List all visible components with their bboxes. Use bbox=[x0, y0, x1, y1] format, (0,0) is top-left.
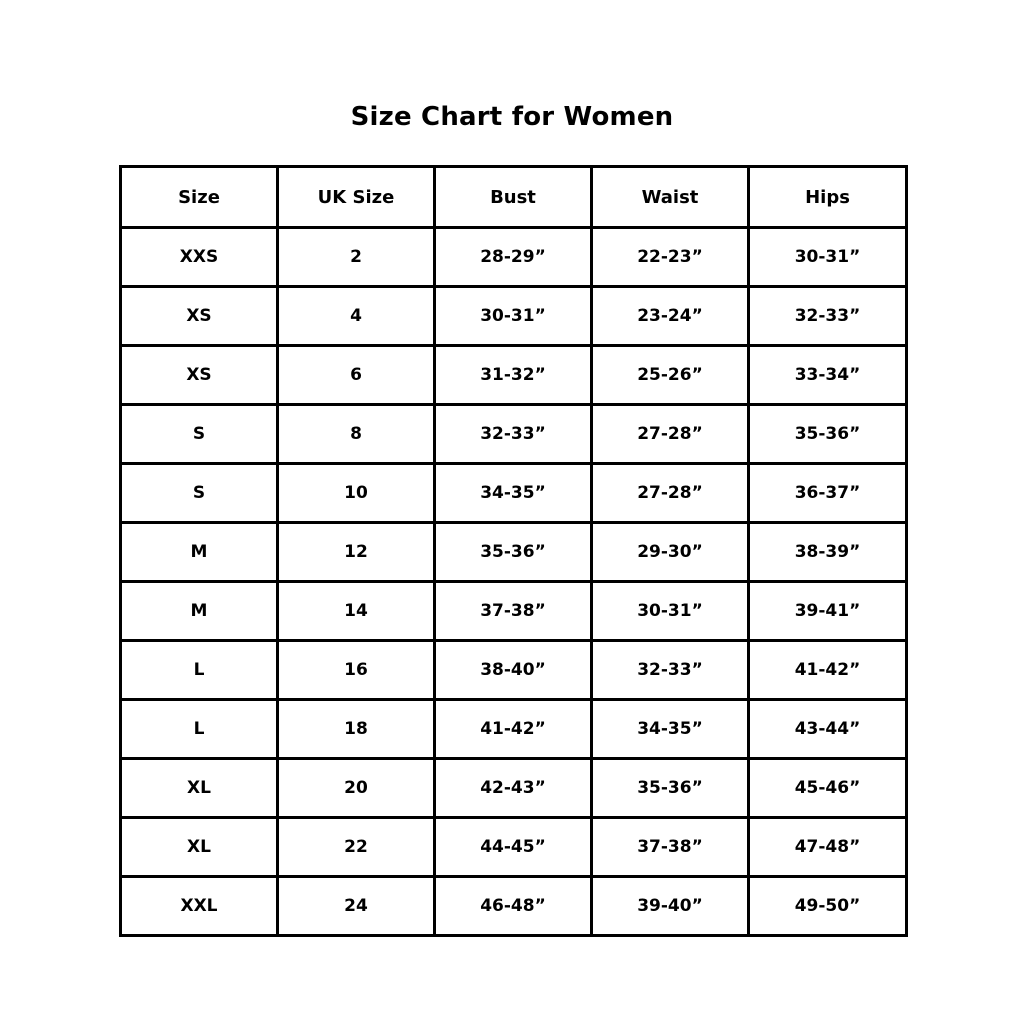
cell-size: XS bbox=[121, 287, 278, 346]
cell-hips: 47-48” bbox=[749, 818, 907, 877]
cell-size: L bbox=[121, 641, 278, 700]
cell-bust: 35-36” bbox=[435, 523, 592, 582]
table-row bbox=[121, 346, 907, 405]
cell-waist: 22-23” bbox=[592, 228, 749, 287]
table-header bbox=[121, 167, 907, 228]
cell-size: S bbox=[121, 464, 278, 523]
cell-hips: 39-41” bbox=[749, 582, 907, 641]
cell-bust: 42-43” bbox=[435, 759, 592, 818]
cell-hips: 38-39” bbox=[749, 523, 907, 582]
cell-bust: 32-33” bbox=[435, 405, 592, 464]
cell-hips: 49-50” bbox=[749, 877, 907, 936]
cell-waist: 23-24” bbox=[592, 287, 749, 346]
cell-hips: 41-42” bbox=[749, 641, 907, 700]
cell-uk-size: 24 bbox=[278, 877, 435, 936]
cell-size: XL bbox=[121, 759, 278, 818]
cell-waist: 29-30” bbox=[592, 523, 749, 582]
cell-uk-size: 10 bbox=[278, 464, 435, 523]
cell-size: XXL bbox=[121, 877, 278, 936]
size-chart-table-wrapper bbox=[119, 165, 905, 937]
column-header-uk-size: UK Size bbox=[278, 167, 435, 228]
cell-hips: 45-46” bbox=[749, 759, 907, 818]
cell-waist: 37-38” bbox=[592, 818, 749, 877]
cell-hips: 35-36” bbox=[749, 405, 907, 464]
table-row bbox=[121, 228, 907, 287]
cell-waist: 39-40” bbox=[592, 877, 749, 936]
cell-hips: 30-31” bbox=[749, 228, 907, 287]
cell-uk-size: 4 bbox=[278, 287, 435, 346]
cell-size: XS bbox=[121, 346, 278, 405]
table-row bbox=[121, 582, 907, 641]
cell-uk-size: 6 bbox=[278, 346, 435, 405]
column-header-waist: Waist bbox=[592, 167, 749, 228]
cell-size: XL bbox=[121, 818, 278, 877]
cell-waist: 27-28” bbox=[592, 405, 749, 464]
cell-bust: 41-42” bbox=[435, 700, 592, 759]
cell-uk-size: 14 bbox=[278, 582, 435, 641]
cell-size: M bbox=[121, 523, 278, 582]
cell-uk-size: 20 bbox=[278, 759, 435, 818]
cell-waist: 25-26” bbox=[592, 346, 749, 405]
column-header-hips: Hips bbox=[749, 167, 907, 228]
cell-waist: 34-35” bbox=[592, 700, 749, 759]
cell-bust: 46-48” bbox=[435, 877, 592, 936]
cell-bust: 44-45” bbox=[435, 818, 592, 877]
cell-size: XXS bbox=[121, 228, 278, 287]
table-row bbox=[121, 287, 907, 346]
size-chart-table bbox=[119, 165, 908, 937]
cell-bust: 31-32” bbox=[435, 346, 592, 405]
cell-hips: 43-44” bbox=[749, 700, 907, 759]
table-header-row bbox=[121, 167, 907, 228]
table-row bbox=[121, 759, 907, 818]
table-row bbox=[121, 405, 907, 464]
cell-hips: 33-34” bbox=[749, 346, 907, 405]
table-body bbox=[121, 228, 907, 936]
table-row bbox=[121, 464, 907, 523]
cell-bust: 28-29” bbox=[435, 228, 592, 287]
cell-bust: 37-38” bbox=[435, 582, 592, 641]
cell-uk-size: 12 bbox=[278, 523, 435, 582]
cell-size: S bbox=[121, 405, 278, 464]
page-title: Size Chart for Women bbox=[350, 102, 674, 132]
cell-bust: 30-31” bbox=[435, 287, 592, 346]
table-row bbox=[121, 818, 907, 877]
cell-uk-size: 8 bbox=[278, 405, 435, 464]
cell-uk-size: 22 bbox=[278, 818, 435, 877]
table-row bbox=[121, 700, 907, 759]
cell-waist: 27-28” bbox=[592, 464, 749, 523]
cell-hips: 32-33” bbox=[749, 287, 907, 346]
cell-waist: 32-33” bbox=[592, 641, 749, 700]
table-row bbox=[121, 523, 907, 582]
column-header-size: Size bbox=[121, 167, 278, 228]
cell-uk-size: 2 bbox=[278, 228, 435, 287]
cell-uk-size: 16 bbox=[278, 641, 435, 700]
cell-bust: 34-35” bbox=[435, 464, 592, 523]
cell-uk-size: 18 bbox=[278, 700, 435, 759]
cell-waist: 30-31” bbox=[592, 582, 749, 641]
cell-hips: 36-37” bbox=[749, 464, 907, 523]
table-row bbox=[121, 641, 907, 700]
cell-size: L bbox=[121, 700, 278, 759]
cell-size: M bbox=[121, 582, 278, 641]
cell-bust: 38-40” bbox=[435, 641, 592, 700]
table-row bbox=[121, 877, 907, 936]
cell-waist: 35-36” bbox=[592, 759, 749, 818]
column-header-bust: Bust bbox=[435, 167, 592, 228]
